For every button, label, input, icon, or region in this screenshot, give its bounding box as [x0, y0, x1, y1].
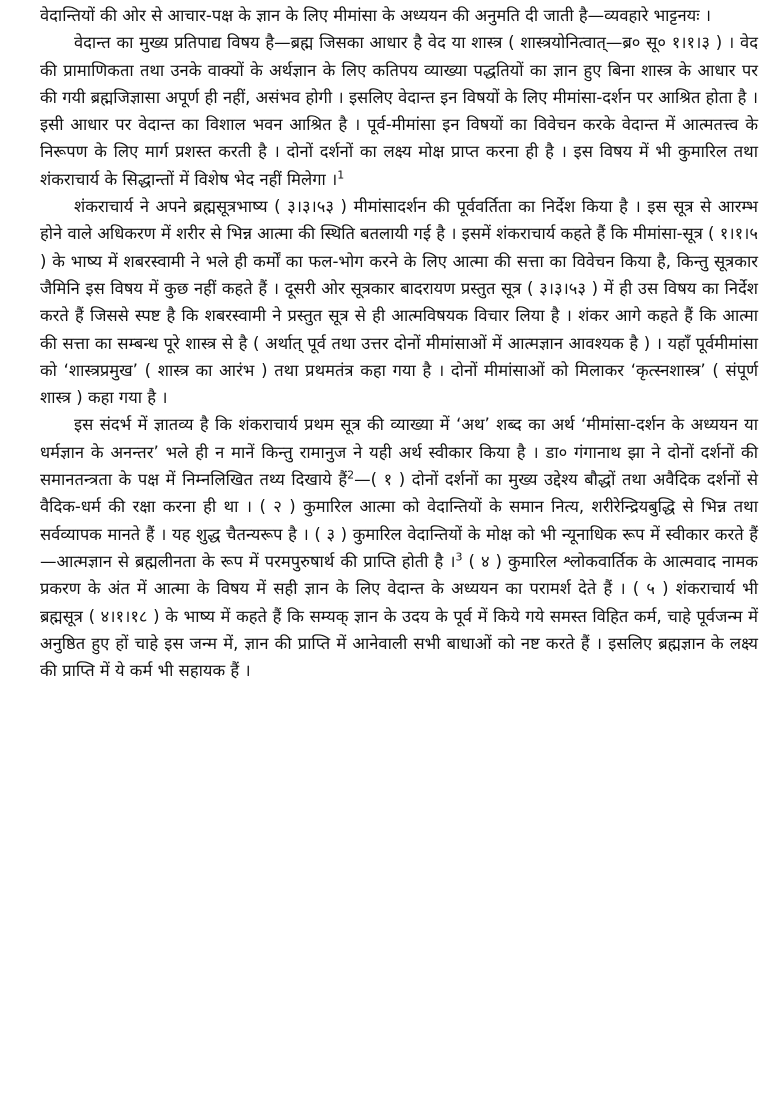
paragraph-text: वेदान्त का मुख्य प्रतिपाद्य विषय है—ब्रह्म जिसका आधार है वेद या शास्त्र ( शास्त्रयोनित्वात्—ब्र० सू० १।१।३ ) । वेद की प्रामाणिकता तथा उनके वाक्यों के अर्थज्ञान के लिए कतिपय व्याख्या पद्धतियों का ज्ञान हुए बिना शास्त्र के आधार पर की गयी ब्रह्मजिज्ञासा अपूर्ण ही नहीं, असंभव होगी । इसलिए वेदान्त इन विषयों के लिए मीमांसा-दर्शन पर आश्रित होता है । इसी आधार पर वेदान्त का विशाल भवन आश्रित है । पूर्व-मीमांसा इन विषयों का विवेचन करके वेदान्त में आत्मतत्त्व के निरूपण के लिए मार्ग प्रशस्त करती है । दोनों दर्शनों का लक्ष्य मोक्ष प्राप्त करना ही है । इस विषय में भी कुमारिल तथा शंकराचार्य के सिद्धान्तों में विशेष भेद नहीं मिलेगा । [40, 33, 758, 189]
paragraph-text: —( १ ) दोनों दर्शनों का मुख्य उद्देश्य बौद्धों तथा अवैदिक दर्शनों से वैदिक-धर्म की रक्षा करना ही था । ( २ ) कुमारिल आत्मा को वेदान्तियों के समान नित्य, शरीरेन्द्रियबुद्धि से भिन्न तथा सर्वव्यापक मानते हैं । यह शुद्ध चैतन्यरूप है । ( ३ ) कुमारिल वेदान्तियों के मोक्ष को भी न्यूनाधिक रूप में स्वीकार करते हैं—आत्मज्ञान से ब्रह्मलीनता के रूप में परमपुरुषार्थ की प्राप्ति होती है । [40, 470, 758, 571]
paragraph-context-points [40, 411, 758, 684]
paragraph-text: ( ४ ) कुमारिल श्लोकवार्तिक के आत्मवाद नामक प्रकरण के अंत में आत्मा के विषय में सही ज्ञान के लिए वेदान्त के अध्ययन का परामर्श देते हैं । ( ५ ) शंकराचार्य भी ब्रह्मसूत्र ( ४।१।१८ ) के भाष्य में कहते हैं कि सम्यक् ज्ञान के उदय के पूर्व में किये गये समस्त विहित कर्म, चाहे पूर्वजन्म में अनुष्ठित हुए हों चाहे इस जन्म में, ज्ञान की प्राप्ति में आनेवाली सभी बाधाओं को नष्ट करते हैं । इसलिए ब्रह्मज्ञान के लक्ष्य की प्राप्ति में ये कर्म भी सहायक हैं । [40, 551, 758, 681]
footnote-marker: 2 [347, 468, 355, 482]
footnote-marker: 1 [337, 168, 345, 182]
footnote-marker: 3 [455, 550, 463, 564]
paragraph-text: इस संदर्भ में ज्ञातव्य है कि शंकराचार्य प्रथम सूत्र की व्याख्या में ‘अथ’ शब्द का अर्थ ‘मीमांसा-दर्शन के अध्ययन या धर्मज्ञान के अनन्तर’ भले ही न मानें किन्तु रामानुज ने यही अर्थ स्वीकार किया है । डा० गंगानाथ झा ने दोनों दर्शनों की समानतन्त्रता के पक्ष में निम्नलिखित तथ्य दिखाये हैं [40, 415, 758, 490]
paragraph-text: शंकराचार्य ने अपने ब्रह्मसूत्रभाष्य ( ३।३।५३ ) मीमांसादर्शन की पूर्ववर्तिता का निर्देश किया है । इस सूत्र से आरम्भ होने वाले अधिकरण में शरीर से भिन्न आत्मा की स्थिति बतलायी गई है । इसमें शंकराचार्य कहते हैं कि मीमांसा-सूत्र ( १।१।५ ) के भाष्य में शबरस्वामी ने भले ही कर्मों का फल-भोग करने के लिए आत्मा की सत्ता का विवेचन किया है, किन्तु सूत्रकार जैमिनि इस विषय में कुछ नहीं कहते हैं । दूसरी ओर सूत्रकार बादरायण प्रस्तुत सूत्र ( ३।३।५३ ) में ही उस विषय का निर्देश करते हैं जिससे स्पष्ट है कि शबरस्वामी ने प्रस्तुत सूत्र से ही आत्मविषयक विचार लिया है । शंकर आगे कहते हैं कि आत्मा की सत्ता का सम्बन्ध पूरे शास्त्र से है ( अर्थात् पूर्व तथा उत्तर दोनों मीमांसाओं में आत्मज्ञान आवश्यक है ) । यहाँ पूर्वमीमांसा को ‘शास्त्रप्रमुख’ ( शास्त्र का आरंभ ) तथा प्रथमतंत्र कहा गया है । दोनों मीमांसाओं को मिलाकर ‘कृत्स्नशास्त्र’ ( संपूर्ण शास्त्र ) कहा गया है । [40, 197, 758, 408]
paragraph-text: वेदान्तियों की ओर से आचार-पक्ष के ज्ञान के लिए मीमांसा के अध्ययन की अनुमति दी जाती है—व्यवहारे भाट्टनयः । [40, 6, 712, 25]
paragraph-vedanta-subject [40, 29, 758, 193]
paragraph-shankaracharya-bhashya [40, 193, 758, 411]
paragraph-vedantic-practice [40, 2, 758, 29]
